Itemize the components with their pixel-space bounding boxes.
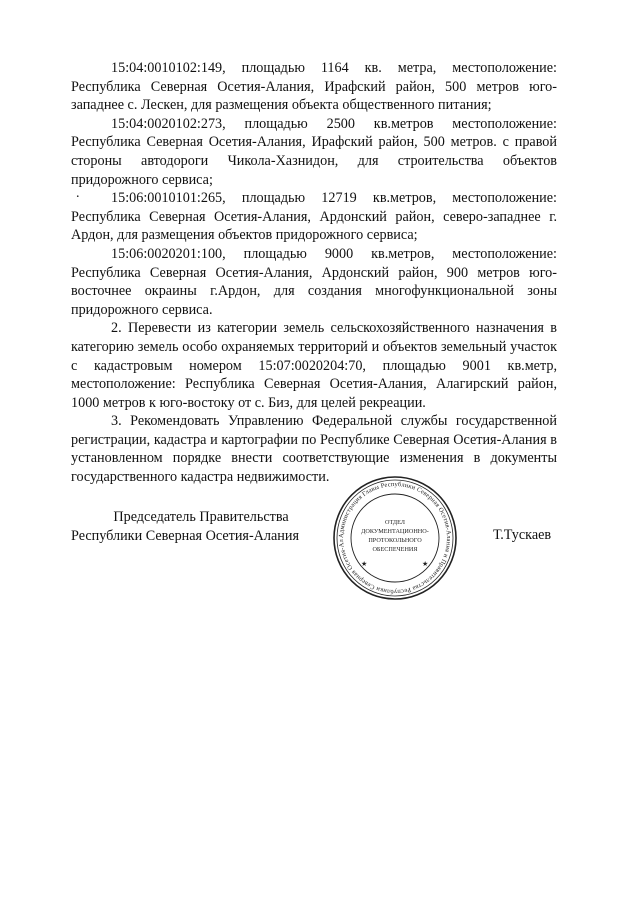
seal-star-left: ★ bbox=[361, 560, 368, 568]
seal-star-right: ★ bbox=[422, 560, 429, 568]
signatory-title bbox=[71, 508, 331, 545]
seal-outer-text: Администрация Главы Республики Северная Осетия-Алания и Правительства Республики Северная Осетия-Ал bbox=[337, 480, 453, 596]
seal-line-2: ДОКУМЕНТАЦИОННО- bbox=[361, 528, 429, 535]
document-body bbox=[71, 59, 557, 487]
paragraph-parcel-273: 15:04:0020102:273, площадью 2500 кв.метров местоположение: Республика Северная Осетия-Алания, Ирафский район, 500 метров. с правой стороны автодороги Чикола-Хазнидон, для строительства объектов придорожного сервиса; bbox=[71, 115, 557, 188]
paragraph-item-3: 3. Рекомендовать Управлению Федеральной службы государственной регистрации, кадастра и картографии по Республике Северная Осетия-Алания в установленном порядке внести соответствующие изменения в документы государственного кадастра недвижимости. bbox=[71, 413, 557, 486]
official-seal bbox=[331, 474, 459, 602]
seal-line-1: ОТДЕЛ bbox=[385, 519, 405, 526]
seal-line-3: ПРОТОКОЛЬНОГО bbox=[368, 537, 422, 544]
signatory-name: Т.Тускаев bbox=[493, 527, 552, 543]
paragraph-item-2: 2. Перевести из категории земель сельскохозяйственного назначения в категорию земель особо охраняемых территорий и объектов земельный участок с кадастровым номером 15:07:0020204:70, площадью 9001 кв.метр, местоположение: Республика Северная Осетия-Алания, Алагирский район, 1000 метров к юго-востоку от с. Биз, для целей рекреации. bbox=[71, 320, 557, 411]
paragraph-parcel-149: 15:04:0010102:149, площадью 1164 кв. метра, местоположение: Республика Северная Осетия-Алания, Ирафский район, 500 метров юго-западнее с. Лескен, для размещения объекта общественного питания; bbox=[71, 60, 557, 114]
stray-mark: . bbox=[76, 186, 80, 201]
signatory-title-line2: Республики Северная Осетия-Алания bbox=[71, 527, 300, 544]
paragraph-parcel-265: 15:06:0010101:265, площадью 12719 кв.метров, местоположение: Республика Северная Осетия-Алания, Ардонский район, северо-западнее г. Ардон, для размещения объектов придорожного сервиса; bbox=[71, 190, 557, 244]
signatory-title-line1: Председатель Правительства bbox=[113, 509, 289, 525]
seal-line-4: ОБЕСПЕЧЕНИЯ bbox=[372, 546, 418, 553]
paragraph-parcel-100: 15:06:0020201:100, площадью 9000 кв.метров, местоположение: Республика Северная Осетия-Алания, Ардонский район, 900 метров юго-восточнее окраины г.Ардон, для создания многофункциональной зоны придорожного сервиса. bbox=[71, 245, 557, 318]
